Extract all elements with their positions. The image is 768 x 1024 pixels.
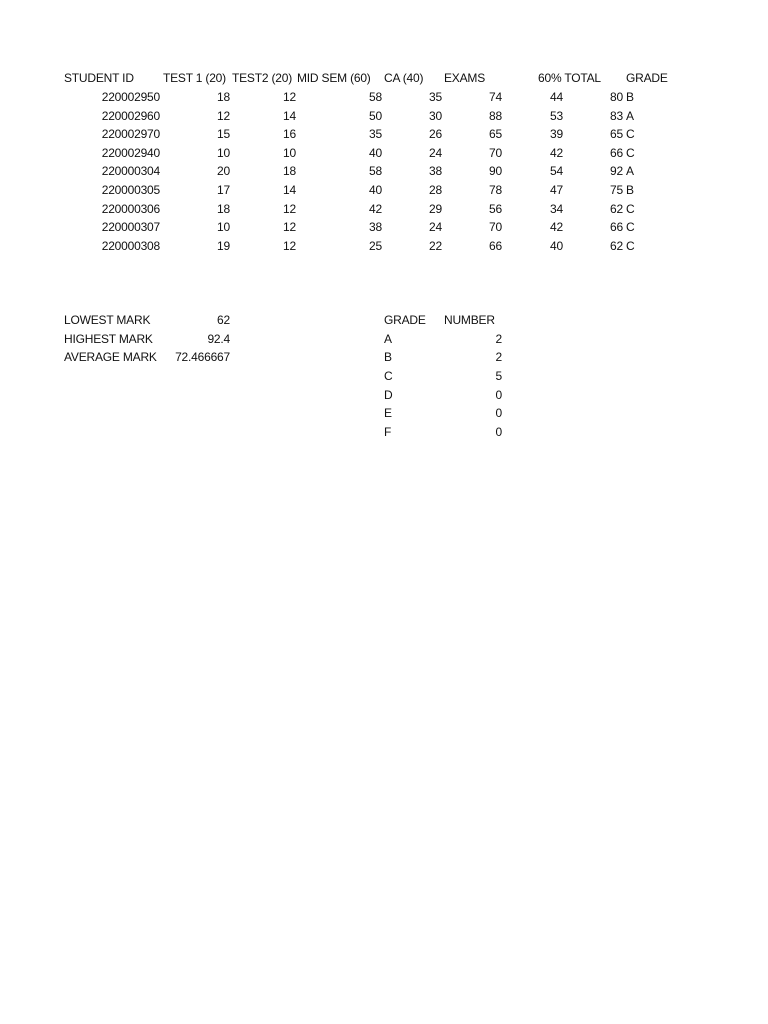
cell-ca: 24 <box>429 220 442 234</box>
cell-ca: 22 <box>429 239 442 253</box>
cell-test1: 18 <box>217 202 230 216</box>
cell-grade: A <box>626 164 634 178</box>
lowest-mark-label: LOWEST MARK <box>64 313 151 327</box>
grade-letter: C <box>384 369 393 383</box>
header-mid-sem: MID SEM (60) <box>297 71 371 85</box>
cell-ca: 24 <box>429 146 442 160</box>
cell-total: 42 <box>550 220 563 234</box>
cell-final-mark: 75 <box>610 183 623 197</box>
cell-test2: 18 <box>283 164 296 178</box>
grade-letter: B <box>384 350 392 364</box>
cell-test2: 14 <box>283 183 296 197</box>
header-total: 60% TOTAL <box>538 71 601 85</box>
lowest-mark-value: 62 <box>217 313 230 327</box>
cell-final-mark: 66 <box>610 220 623 234</box>
cell-final-mark: 80 <box>610 90 623 104</box>
grade-count: 0 <box>495 406 502 420</box>
cell-test2: 16 <box>283 127 296 141</box>
cell-exams: 56 <box>489 202 502 216</box>
cell-test1: 10 <box>217 220 230 234</box>
cell-mid-sem: 58 <box>369 90 382 104</box>
cell-grade: C <box>626 220 635 234</box>
cell-mid-sem: 42 <box>369 202 382 216</box>
cell-total: 34 <box>550 202 563 216</box>
cell-ca: 26 <box>429 127 442 141</box>
cell-mid-sem: 25 <box>369 239 382 253</box>
cell-exams: 66 <box>489 239 502 253</box>
cell-mid-sem: 40 <box>369 183 382 197</box>
cell-test1: 20 <box>217 164 230 178</box>
cell-grade: B <box>626 183 634 197</box>
cell-mid-sem: 35 <box>369 127 382 141</box>
cell-student-id: 220000304 <box>101 164 160 178</box>
cell-exams: 78 <box>489 183 502 197</box>
header-ca: CA (40) <box>384 71 424 85</box>
cell-exams: 74 <box>489 90 502 104</box>
cell-final-mark: 92 <box>610 164 623 178</box>
cell-final-mark: 66 <box>610 146 623 160</box>
cell-student-id: 220000305 <box>101 183 160 197</box>
cell-test1: 18 <box>217 90 230 104</box>
cell-test1: 17 <box>217 183 230 197</box>
cell-student-id: 220000306 <box>101 202 160 216</box>
cell-exams: 88 <box>489 109 502 123</box>
cell-final-mark: 83 <box>610 109 623 123</box>
grade-distribution-grade-header: GRADE <box>384 313 426 327</box>
average-mark-label: AVERAGE MARK <box>64 350 157 364</box>
cell-grade: C <box>626 127 635 141</box>
cell-grade: C <box>626 146 635 160</box>
cell-grade: C <box>626 239 635 253</box>
cell-ca: 28 <box>429 183 442 197</box>
cell-total: 40 <box>550 239 563 253</box>
cell-ca: 29 <box>429 202 442 216</box>
cell-student-id: 220002940 <box>101 146 160 160</box>
cell-student-id: 220000308 <box>101 239 160 253</box>
cell-mid-sem: 50 <box>369 109 382 123</box>
highest-mark-label: HIGHEST MARK <box>64 332 153 346</box>
grade-letter: D <box>384 388 393 402</box>
cell-total: 54 <box>550 164 563 178</box>
cell-test2: 10 <box>283 146 296 160</box>
cell-test2: 12 <box>283 202 296 216</box>
cell-exams: 70 <box>489 146 502 160</box>
cell-mid-sem: 38 <box>369 220 382 234</box>
grade-count: 2 <box>495 332 502 346</box>
cell-test2: 14 <box>283 109 296 123</box>
cell-grade: C <box>626 202 635 216</box>
cell-exams: 65 <box>489 127 502 141</box>
grade-letter: A <box>384 332 392 346</box>
cell-final-mark: 62 <box>610 239 623 253</box>
cell-student-id: 220002960 <box>101 109 160 123</box>
cell-test1: 12 <box>217 109 230 123</box>
cell-total: 39 <box>550 127 563 141</box>
cell-student-id: 220002950 <box>101 90 160 104</box>
average-mark-value: 72.466667 <box>175 350 230 364</box>
grade-letter: F <box>384 425 392 439</box>
header-student-id: STUDENT ID <box>64 71 134 85</box>
cell-ca: 35 <box>429 90 442 104</box>
cell-total: 44 <box>550 90 563 104</box>
cell-exams: 70 <box>489 220 502 234</box>
cell-ca: 30 <box>429 109 442 123</box>
cell-test2: 12 <box>283 239 296 253</box>
cell-test2: 12 <box>283 220 296 234</box>
cell-final-mark: 65 <box>610 127 623 141</box>
cell-mid-sem: 40 <box>369 146 382 160</box>
cell-grade: B <box>626 90 634 104</box>
cell-student-id: 220002970 <box>101 127 160 141</box>
cell-final-mark: 62 <box>610 202 623 216</box>
cell-mid-sem: 58 <box>369 164 382 178</box>
cell-student-id: 220000307 <box>101 220 160 234</box>
grade-count: 2 <box>495 350 502 364</box>
cell-exams: 90 <box>489 164 502 178</box>
header-test2: TEST2 (20) <box>232 71 293 85</box>
cell-test1: 19 <box>217 239 230 253</box>
grade-count: 0 <box>495 425 502 439</box>
highest-mark-value: 92.4 <box>207 332 230 346</box>
grade-letter: E <box>384 406 392 420</box>
header-test1: TEST 1 (20) <box>163 71 226 85</box>
header-grade: GRADE <box>626 71 668 85</box>
cell-total: 42 <box>550 146 563 160</box>
cell-test1: 15 <box>217 127 230 141</box>
cell-ca: 38 <box>429 164 442 178</box>
grade-count: 5 <box>495 369 502 383</box>
cell-test1: 10 <box>217 146 230 160</box>
header-exams: EXAMS <box>444 71 486 85</box>
grade-count: 0 <box>495 388 502 402</box>
cell-total: 47 <box>550 183 563 197</box>
cell-grade: A <box>626 109 634 123</box>
cell-total: 53 <box>550 109 563 123</box>
cell-test2: 12 <box>283 90 296 104</box>
grade-distribution-number-header: NUMBER <box>444 313 495 327</box>
